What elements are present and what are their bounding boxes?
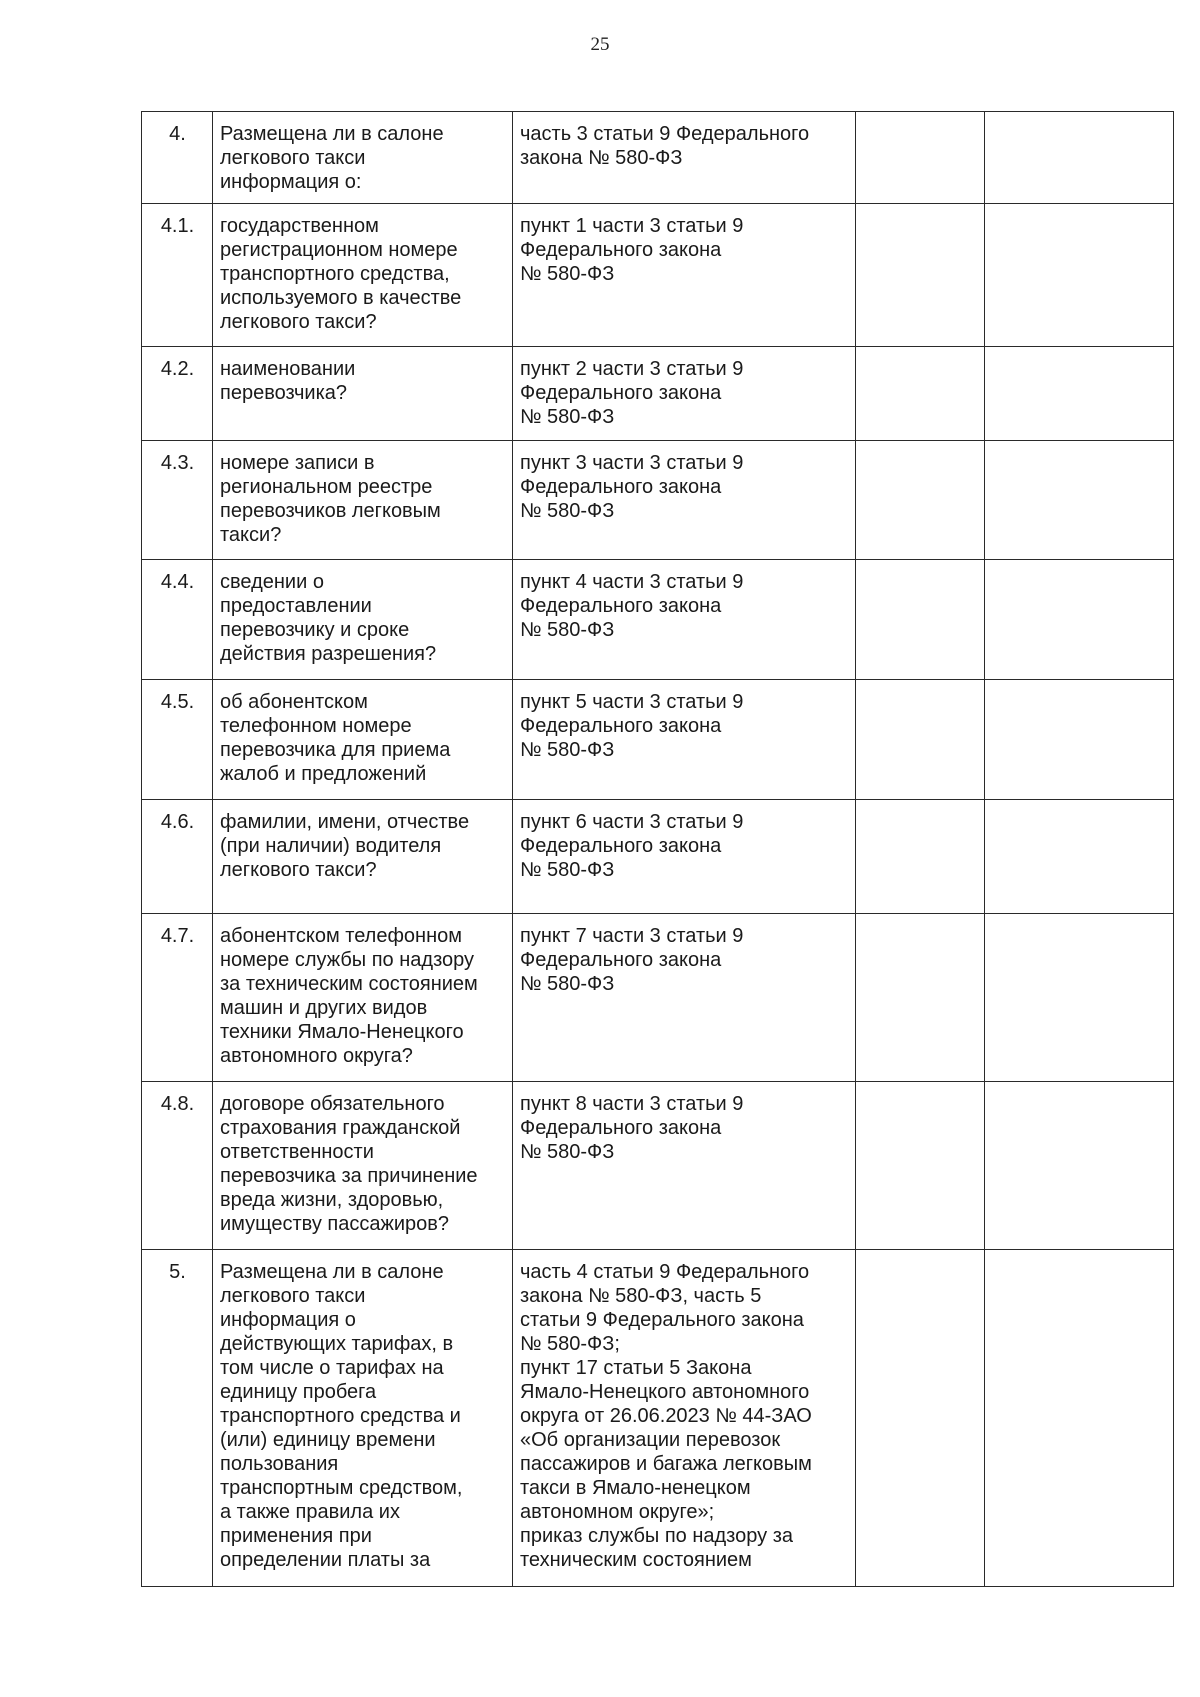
requirement-text: об абонентском телефонном номере перевозчика для приема жалоб и предложений bbox=[213, 680, 513, 800]
legal-reference: пункт 2 части 3 статьи 9 Федерального закона № 580-ФЗ bbox=[513, 347, 856, 441]
row-number: 4.5. bbox=[142, 680, 213, 800]
legal-reference: пункт 5 части 3 статьи 9 Федерального закона № 580-ФЗ bbox=[513, 680, 856, 800]
requirement-text: договоре обязательного страхования гражданской ответственности перевозчика за причинение вреда жизни, здоровью, имуществу пассажиров? bbox=[213, 1082, 513, 1250]
legal-reference: часть 4 статьи 9 Федерального закона № 580-ФЗ, часть 5 статьи 9 Федерального закона № 580-ФЗ; пункт 17 статьи 5 Закона Ямало-Ненецкого автономного округа от 26.06.2023 № 44-ЗАО «Об организации перевозок пассажиров и багажа легковым такси в Ямало-ненецком автономном округе»; приказ службы по надзору за техническим состоянием bbox=[513, 1250, 856, 1587]
row-number: 4.1. bbox=[142, 204, 213, 347]
row-number: 4.4. bbox=[142, 560, 213, 680]
requirement-text: наименовании перевозчика? bbox=[213, 347, 513, 441]
table-row bbox=[142, 1082, 1174, 1250]
page-number: 25 bbox=[590, 34, 610, 55]
note-cell bbox=[985, 441, 1174, 560]
answer-cell bbox=[856, 560, 985, 680]
row-number: 5. bbox=[142, 1250, 213, 1587]
legal-reference: пункт 8 части 3 статьи 9 Федерального закона № 580-ФЗ bbox=[513, 1082, 856, 1250]
table-row bbox=[142, 1250, 1174, 1587]
note-cell bbox=[985, 800, 1174, 914]
answer-cell bbox=[856, 800, 985, 914]
table-row bbox=[142, 112, 1174, 204]
row-number: 4.2. bbox=[142, 347, 213, 441]
answer-cell bbox=[856, 914, 985, 1082]
requirement-text: Размещена ли в салоне легкового такси информация о действующих тарифах, в том числе о тарифах на единицу пробега транспортного средства и (или) единицу времени пользования транспортным средством, а также правила их применения при определении платы за bbox=[213, 1250, 513, 1587]
table-row bbox=[142, 680, 1174, 800]
row-number: 4.7. bbox=[142, 914, 213, 1082]
note-cell bbox=[985, 204, 1174, 347]
legal-reference: пункт 6 части 3 статьи 9 Федерального закона № 580-ФЗ bbox=[513, 800, 856, 914]
row-number: 4.6. bbox=[142, 800, 213, 914]
note-cell bbox=[985, 914, 1174, 1082]
requirement-text: сведении о предоставлении перевозчику и сроке действия разрешения? bbox=[213, 560, 513, 680]
legal-reference: часть 3 статьи 9 Федерального закона № 580-ФЗ bbox=[513, 112, 856, 204]
note-cell bbox=[985, 1250, 1174, 1587]
table-row bbox=[142, 560, 1174, 680]
table-row bbox=[142, 204, 1174, 347]
table-row bbox=[142, 914, 1174, 1082]
legal-reference: пункт 3 части 3 статьи 9 Федерального закона № 580-ФЗ bbox=[513, 441, 856, 560]
answer-cell bbox=[856, 347, 985, 441]
requirement-text: Размещена ли в салоне легкового такси информация о: bbox=[213, 112, 513, 204]
answer-cell bbox=[856, 112, 985, 204]
note-cell bbox=[985, 1082, 1174, 1250]
note-cell bbox=[985, 680, 1174, 800]
table-row bbox=[142, 800, 1174, 914]
requirement-text: абонентском телефонном номере службы по надзору за техническим состоянием машин и других видов техники Ямало-Ненецкого автономного округа? bbox=[213, 914, 513, 1082]
answer-cell bbox=[856, 204, 985, 347]
answer-cell bbox=[856, 680, 985, 800]
requirement-text: государственном регистрационном номере транспортного средства, используемого в качестве легкового такси? bbox=[213, 204, 513, 347]
note-cell bbox=[985, 560, 1174, 680]
requirement-text: номере записи в региональном реестре перевозчиков легковым такси? bbox=[213, 441, 513, 560]
answer-cell bbox=[856, 1250, 985, 1587]
legal-reference: пункт 7 части 3 статьи 9 Федерального закона № 580-ФЗ bbox=[513, 914, 856, 1082]
table-row bbox=[142, 347, 1174, 441]
table-row bbox=[142, 441, 1174, 560]
row-number: 4. bbox=[142, 112, 213, 204]
requirement-text: фамилии, имени, отчестве (при наличии) водителя легкового такси? bbox=[213, 800, 513, 914]
answer-cell bbox=[856, 1082, 985, 1250]
note-cell bbox=[985, 112, 1174, 204]
row-number: 4.3. bbox=[142, 441, 213, 560]
legal-reference: пункт 4 части 3 статьи 9 Федерального закона № 580-ФЗ bbox=[513, 560, 856, 680]
legal-reference: пункт 1 части 3 статьи 9 Федерального закона № 580-ФЗ bbox=[513, 204, 856, 347]
note-cell bbox=[985, 347, 1174, 441]
row-number: 4.8. bbox=[142, 1082, 213, 1250]
answer-cell bbox=[856, 441, 985, 560]
checklist-table bbox=[141, 111, 1174, 1587]
